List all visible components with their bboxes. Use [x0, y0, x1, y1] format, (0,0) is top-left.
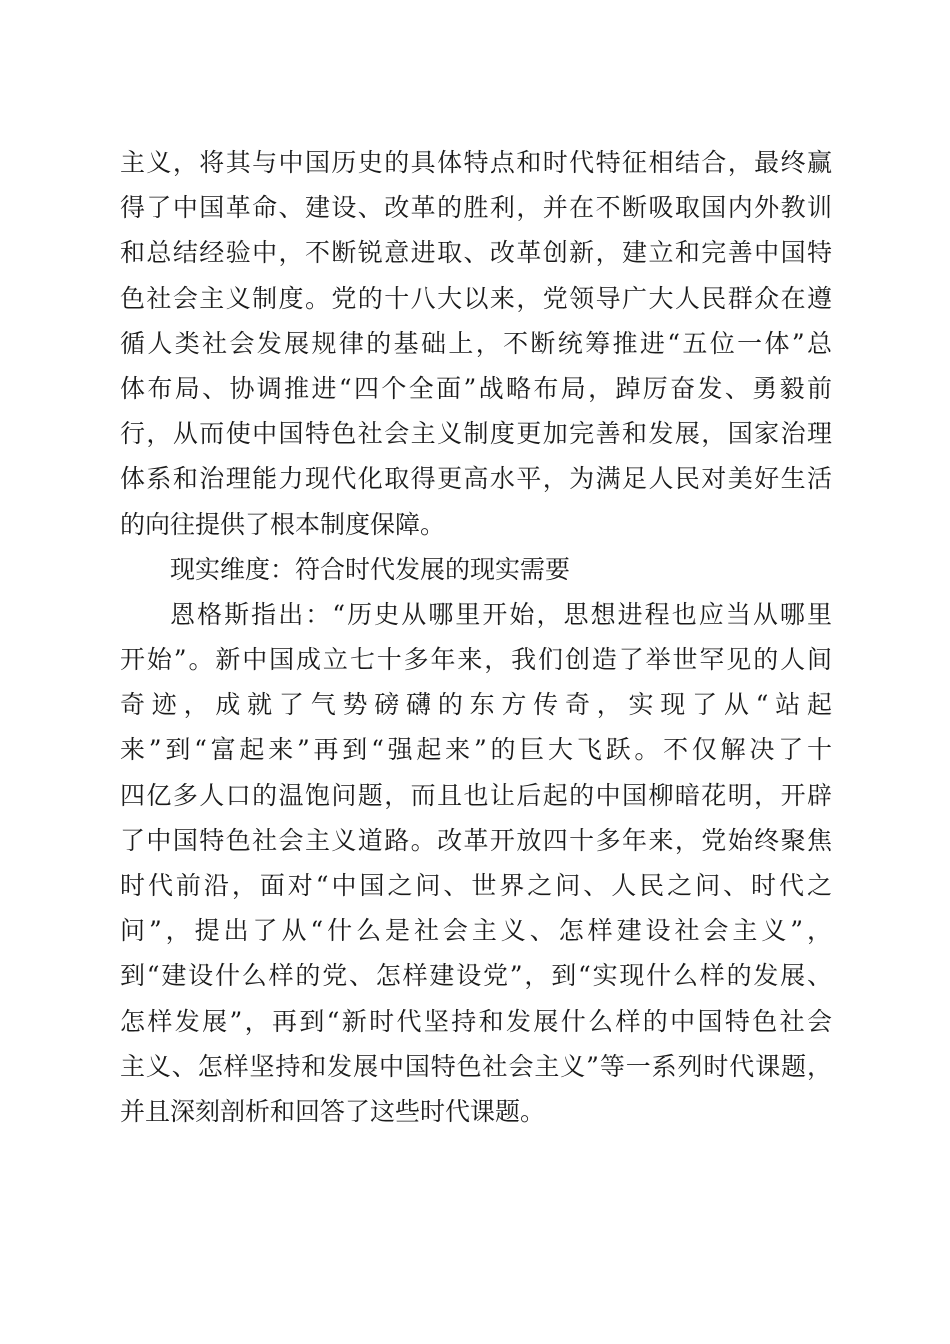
text-line: 恩格斯指出：“历史从哪里开始，思想进程也应当从哪里 [170, 599, 832, 629]
text-line: 并且深刻剖析和回答了这些时代课题。 [120, 1096, 546, 1126]
text-line: 问”，提出了从“什么是社会主义、怎样建设社会主义”， [120, 916, 832, 946]
text-line: 的向往提供了根本制度保障。 [120, 509, 446, 539]
text-line: 怎样发展”，再到“新时代坚持和发展什么样的中国特色社会 [120, 1006, 832, 1036]
text-line: 到“建设什么样的党、怎样建设党”，到“实现什么样的发展、 [120, 961, 832, 991]
text-line: 开始”。新中国成立七十多年来，我们创造了举世罕见的人间 [120, 645, 832, 675]
text-line: 行，从而使中国特色社会主义制度更加完善和发展，国家治理 [120, 419, 832, 449]
text-line: 色社会主义制度。党的十八大以来，党领导广大人民群众在遵 [120, 283, 832, 313]
text-line: 时代前沿，面对“中国之问、世界之问、人民之问、时代之 [120, 871, 832, 900]
text-line: 奇迹，成就了气势磅礴的东方传奇，实现了从“站起 [120, 690, 832, 720]
section-heading: 现实维度：符合时代发展的现实需要 [170, 554, 571, 584]
text-line: 四亿多人口的温饱问题，而且也让后起的中国柳暗花明，开辟 [120, 780, 832, 810]
text-line: 体系和治理能力现代化取得更高水平，为满足人民对美好生活 [120, 464, 832, 494]
text-line: 了中国特色社会主义道路。改革开放四十多年来，党始终聚焦 [120, 825, 832, 855]
text-line: 主义，将其与中国历史的具体特点和时代特征相结合，最终赢 [120, 148, 832, 177]
paragraph-2 [120, 592, 832, 1134]
text-line: 来”到“富起来”再到“强起来”的巨大飞跃。不仅解决了十 [120, 735, 832, 765]
text-line: 得了中国革命、建设、改革的胜利，并在不断吸取国内外教训 [120, 193, 832, 223]
text-line: 主义、怎样坚持和发展中国特色社会主义”等一系列时代课题， [120, 1051, 832, 1081]
paragraph-1 [120, 140, 832, 547]
text-line: 循人类社会发展规律的基础上，不断统筹推进“五位一体”总 [120, 328, 832, 358]
text-line: 和总结经验中，不断锐意进取、改革创新，建立和完善中国特 [120, 238, 832, 268]
text-line: 体布局、协调推进“四个全面”战略布局，踔厉奋发、勇毅前 [120, 373, 832, 403]
document-body [120, 140, 832, 1134]
